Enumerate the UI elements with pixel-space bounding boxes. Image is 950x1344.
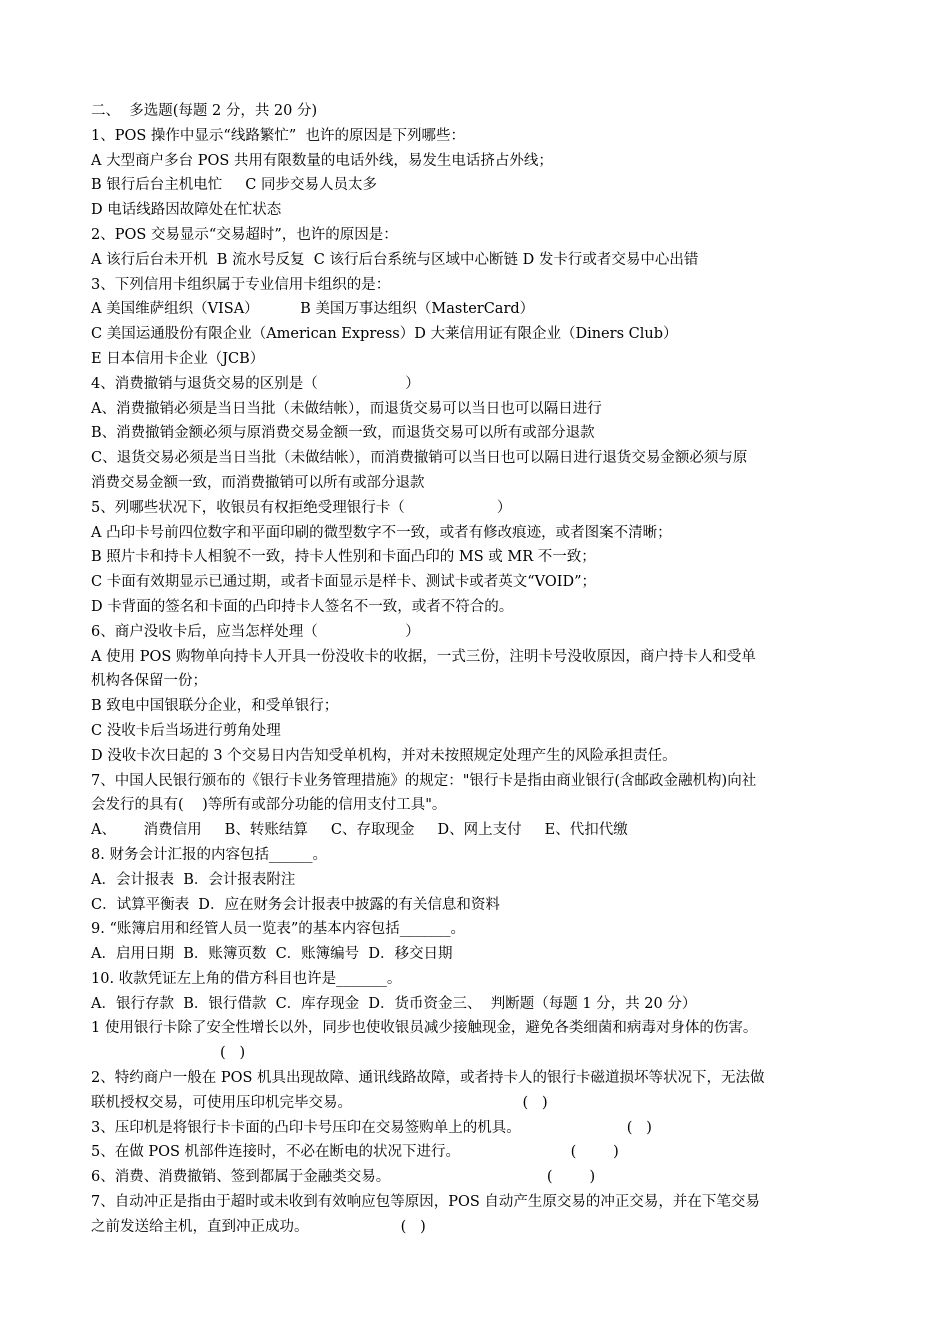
question-4-option-c: C、退货交易必须是当日当批（未做结帐），而消费撤销可以当日也可以隔日进行退货交易金额必须与原 <box>91 450 748 467</box>
question-8: 8. 财务会计汇报的内容包括______。 <box>91 846 327 863</box>
question-10-options-and-section-heading-true-false: A．银行存款 B．银行借款 C．库存现金 D．货币资金三、 判断题（每题 1 分，共 20 分） <box>91 995 697 1012</box>
question-8-option-c-d: C．试算平衡表 D．应在财务会计报表中披露的有关信息和资料 <box>91 896 500 913</box>
question-6-option-c: C 没收卡后当场进行剪角处理 <box>91 722 281 739</box>
question-1-option-a: A 大型商户多台 POS 共用有限数量的电话外线，易发生电话挤占外线； <box>91 152 553 169</box>
question-4-option-b: B、消费撤销金额必须与原消费交易金额一致，而退货交易可以所有或部分退款 <box>91 425 595 442</box>
question-7: 7、中国人民银行颁布的《银行卡业务管理措施》的规定："银行卡是指由商业银行(含邮政金融机构)向社 <box>91 772 757 789</box>
question-6-option-d: D 没收卡次日起的 3 个交易日内告知受单机构，并对未按照规定处理产生的风险承担责任。 <box>91 747 677 764</box>
question-2-options: A 该行后台未开机 B 流水号反复 C 该行后台系统与区域中心断链 D 发卡行或者交易中心出错 <box>91 251 699 268</box>
question-4-option-c-continued: 消费交易金额一致，而消费撤销可以所有或部分退款 <box>91 474 425 491</box>
question-6-option-a-continued: 机构各保留一份； <box>91 673 207 690</box>
judgment-3: 3、压印机是将银行卡卡面的凸印卡号压印在交易签购单上的机具。 ( ) <box>91 1119 652 1136</box>
question-4: 4、消费撤销与退货交易的区别是（ ） <box>91 375 420 392</box>
question-9: 9. “账簿启用和经管人员一览表”的基本内容包括_______。 <box>91 921 466 938</box>
document-body <box>91 99 881 1240</box>
question-5-option-a: A 凸印卡号前四位数字和平面印刷的微型数字不一致，或者有修改痕迹，或者图案不清晰； <box>91 524 672 541</box>
question-3: 3、下列信用卡组织属于专业信用卡组织的是： <box>91 276 391 293</box>
section-heading-multiple-choice: 二、 多选题(每题 2 分，共 20 分) <box>91 103 318 119</box>
question-3-option-e: E 日本信用卡企业（JCB） <box>91 350 265 367</box>
question-6-option-b: B 致电中国银联分企业，和受单银行； <box>91 698 339 715</box>
question-7-continued: 会发行的具有( )等所有或部分功能的信用支付工具"。 <box>91 797 447 814</box>
question-4-option-a: A、消费撤销必须是当日当批（未做结帐），而退货交易可以当日也可以隔日进行 <box>91 400 602 417</box>
question-9-options: A．启用日期 B．账簿页数 C．账簿编号 D．移交日期 <box>91 946 453 963</box>
question-6-option-a: A 使用 POS 购物单向持卡人开具一份没收卡的收据，一式三份，注明卡号没收原因，商户持卡人和受单 <box>91 648 756 665</box>
question-7-options: A、 消费信用 B、转账结算 C、存取现金 D、网上支付 E、代扣代缴 <box>91 822 628 839</box>
question-1: 1、POS 操作中显示“线路繁忙” 也许的原因是下列哪些： <box>91 127 465 144</box>
question-8-option-a-b: A．会计报表 B．会计报表附注 <box>91 871 296 888</box>
judgment-1-answer: ( ) <box>91 1045 246 1062</box>
question-5-option-d: D 卡背面的签名和卡面的凸印持卡人签名不一致，或者不符合的。 <box>91 598 514 615</box>
question-2: 2、POS 交易显示“交易超时”，也许的原因是： <box>91 226 398 243</box>
question-3-option-c-d: C 美国运通股份有限企业（American Express）D 大莱信用证有限企业（Diners Club） <box>91 326 678 343</box>
judgment-7: 7、自动冲正是指由于超时或未收到有效响应包等原因，POS 自动产生原交易的冲正交易，并在下笔交易 <box>91 1194 760 1211</box>
question-10: 10. 收款凭证左上角的借方科目也许是_______。 <box>91 970 402 987</box>
question-5-option-c: C 卡面有效期显示已通过期，或者卡面显示是样卡、测试卡或者英文“VOID”； <box>91 574 596 591</box>
question-5-option-b: B 照片卡和持卡人相貌不一致，持卡人性别和卡面凸印的 MS 或 MR 不一致； <box>91 549 596 566</box>
judgment-6: 6、消费、消费撤销、签到都属于金融类交易。 ( ) <box>91 1169 596 1186</box>
question-1-option-d: D 电话线路因故障处在忙状态 <box>91 202 282 219</box>
judgment-5: 5、在做 POS 机部件连接时，不必在断电的状况下进行。 ( ) <box>91 1144 619 1161</box>
question-1-option-b-c: B 银行后台主机电忙 C 同步交易人员太多 <box>91 177 378 194</box>
judgment-2-continued: 联机授权交易，可使用压印机完毕交易。 ( ) <box>91 1094 548 1111</box>
question-6: 6、商户没收卡后，应当怎样处理（ ） <box>91 623 420 640</box>
judgment-1: 1 使用银行卡除了安全性增长以外，同步也使收银员减少接触现金，避免各类细菌和病毒对身体的伤害。 <box>91 1020 758 1037</box>
judgment-7-continued: 之前发送给主机，直到冲正成功。 ( ) <box>91 1218 426 1235</box>
question-3-option-a-b: A 美国维萨组织（VISA） B 美国万事达组织（MasterCard） <box>91 301 535 318</box>
question-5: 5、列哪些状况下，收银员有权拒绝受理银行卡（ ） <box>91 499 512 516</box>
judgment-2: 2、特约商户一般在 POS 机具出现故障、通讯线路故障，或者持卡人的银行卡磁道损坏等状况下，无法做 <box>91 1070 765 1087</box>
